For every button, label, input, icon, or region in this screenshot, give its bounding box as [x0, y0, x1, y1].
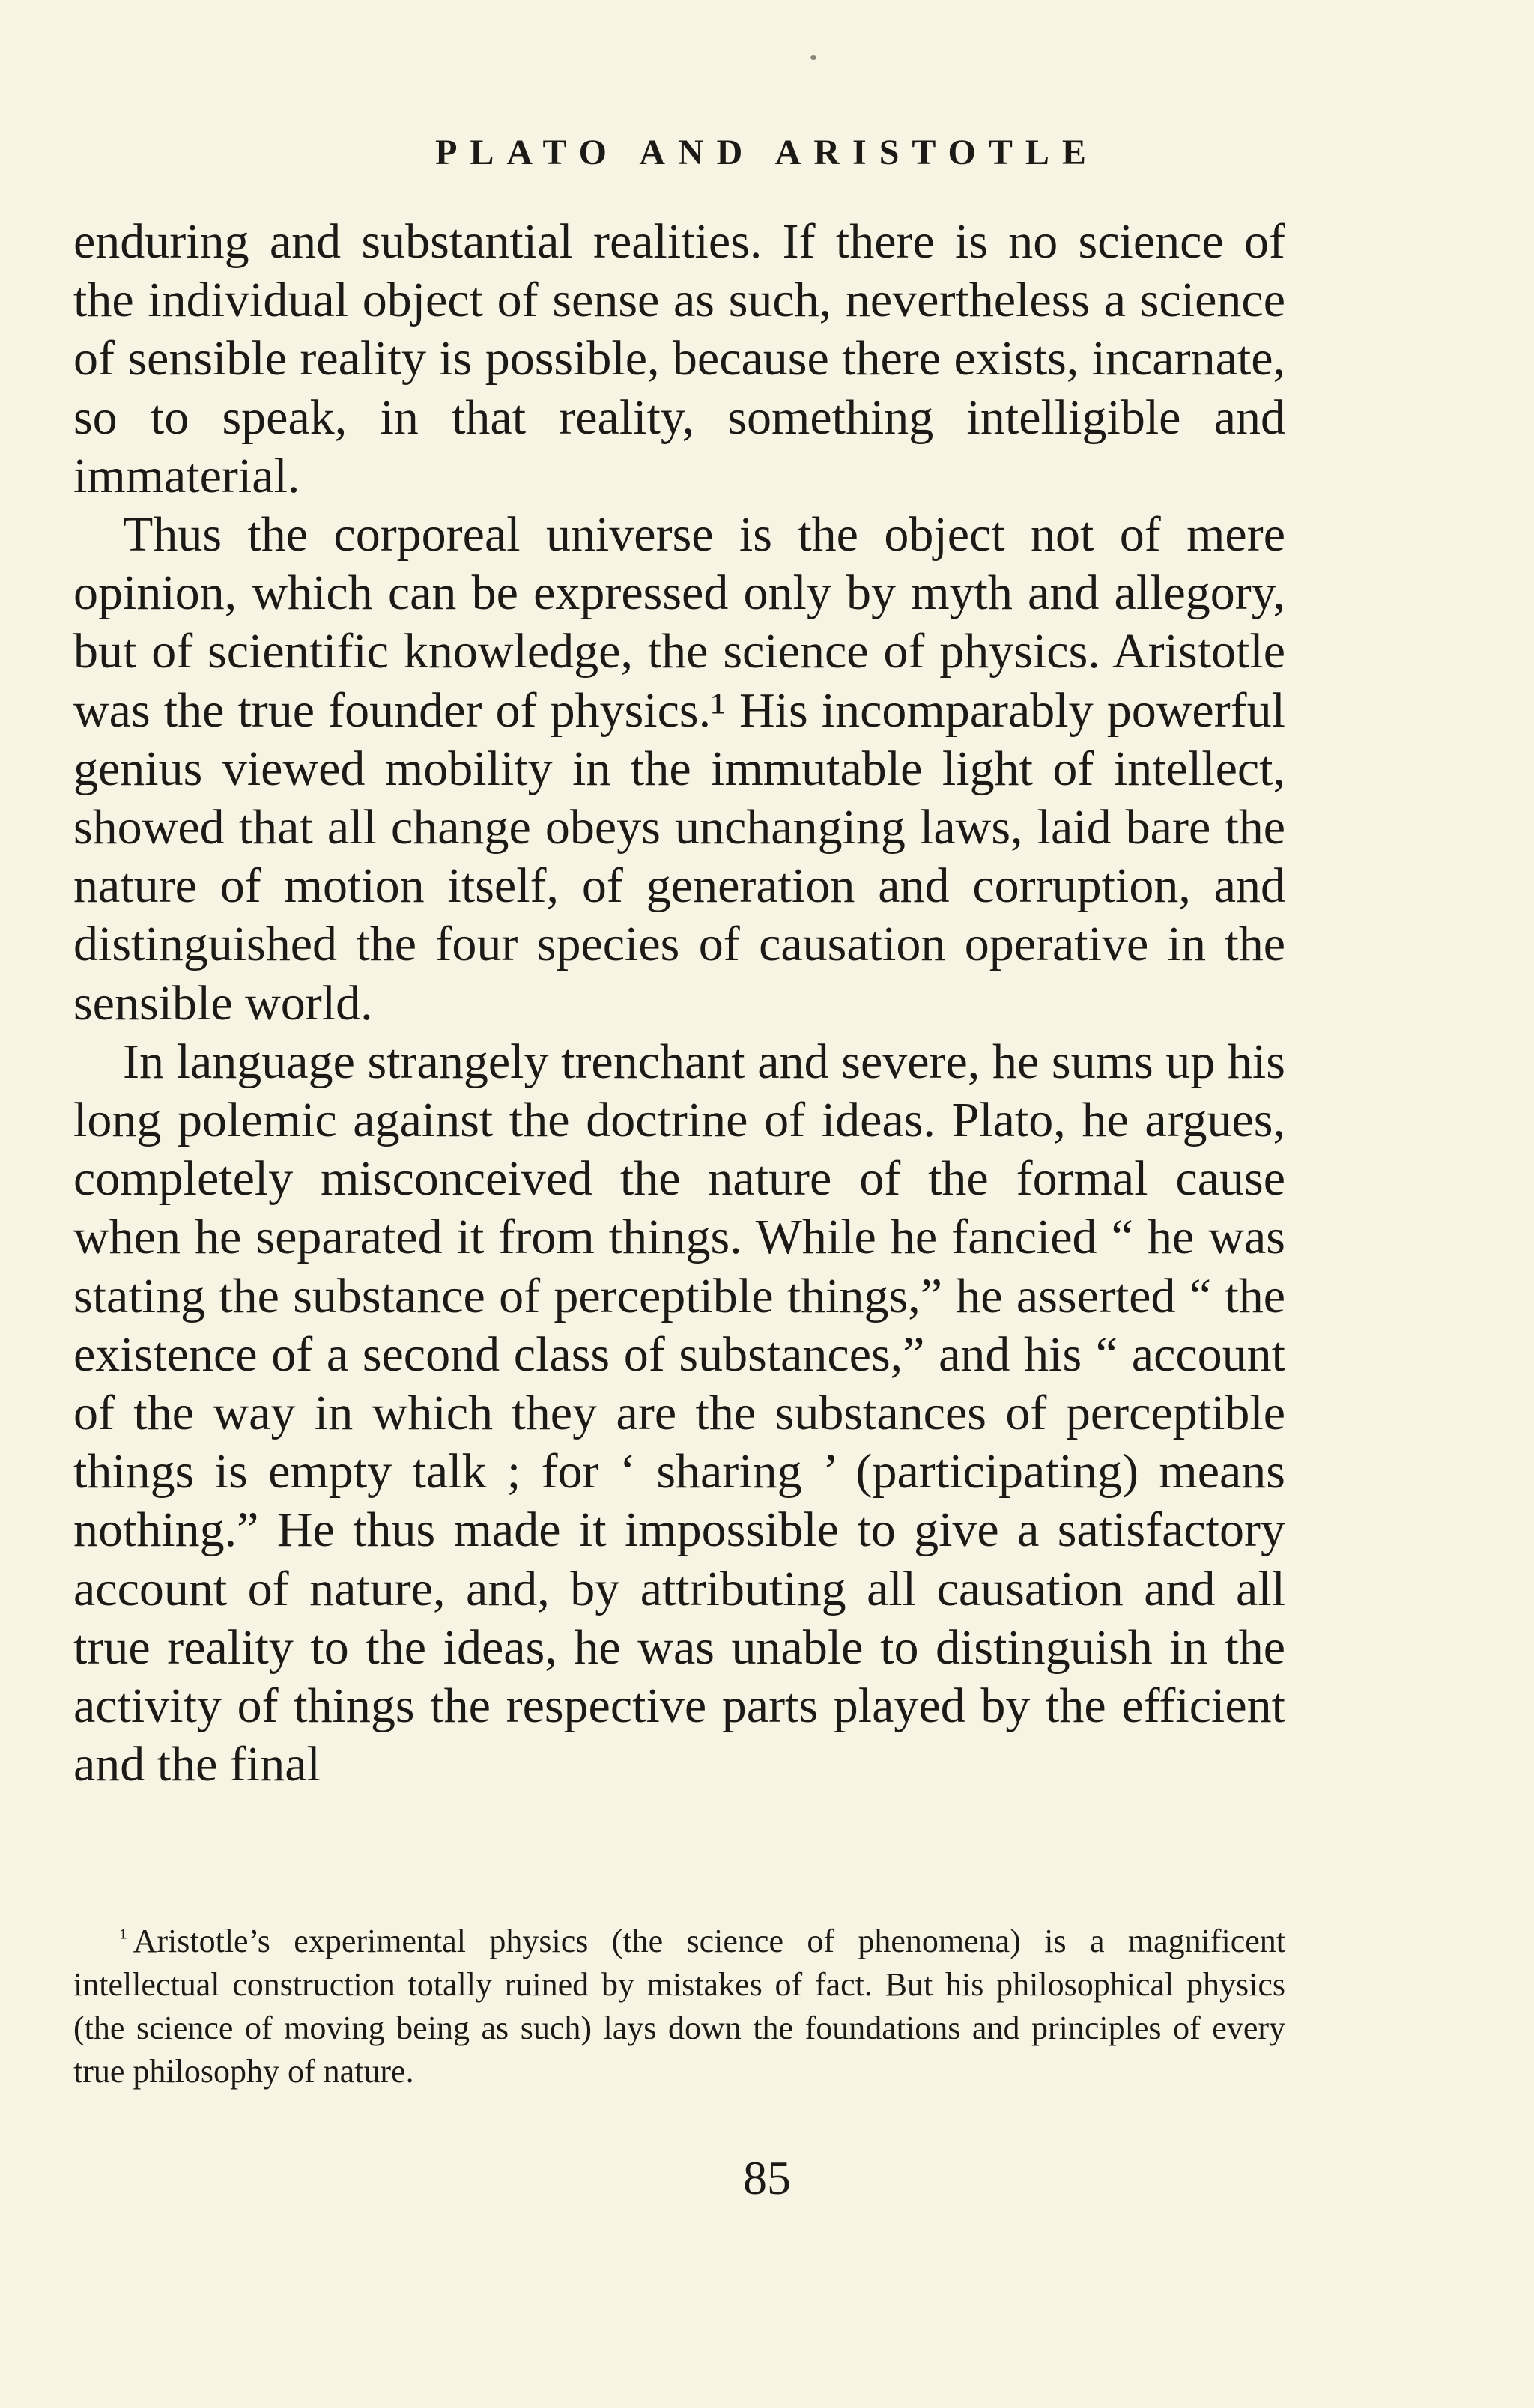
print-speck: [810, 55, 816, 60]
running-head: PLATO AND ARISTOTLE: [435, 133, 1099, 172]
body-text: [73, 213, 1285, 1794]
footnote: [73, 1915, 1285, 2093]
page-number: 85: [743, 2151, 791, 2204]
footnote-text: Aristotle’s experimental physics (the science of phenomena) is a magnificent intellectual construction totally ruined by mistakes of fact. But his philosophical physics (the science of moving being as such) lays down the foundations and principles of every true philosophy of nature.: [73, 1923, 1285, 2090]
paragraph: Thus the corporeal universe is the object not of mere opinion, which can be expressed only by myth and allegory, but of scientific knowledge, the science of physics. Aristotle was the true founder of physics.¹ His incomparably powerful genius viewed mobility in the immutable light of intellect, showed that all change obeys unchanging laws, laid bare the nature of motion itself, of generation and corruption, and distinguished the four species of causation operative in the sensible world.: [73, 507, 1285, 1031]
paragraph-continued: enduring and substantial realities. If there is no science of the individual object of sense as such, nevertheless a science of sensible reality is possible, because there exists, incarnate, so to speak, in that reality, something intelligible and immaterial.: [73, 214, 1285, 503]
paragraph: In language strangely trenchant and severe, he sums up his long polemic against the doctrine of ideas. Plato, he argues, completely misconceived the nature of the formal cause when he separated it from things. While he fancied “ he was stating the substance of perceptible things,” he asserted “ the existence of a second class of substances,” and his “ account of the way in which they are the substances of perceptible things is empty talk ; for ‘ sharing ’ (participating) means nothing.” He thus made it impossible to give a satisfactory account of nature, and, by attributing all causation and all true reality to the ideas, he was unable to distinguish in the activity of things the respective parts played by the efficient and the final: [73, 1034, 1285, 1792]
footnote-marker: ¹: [120, 1923, 127, 1950]
